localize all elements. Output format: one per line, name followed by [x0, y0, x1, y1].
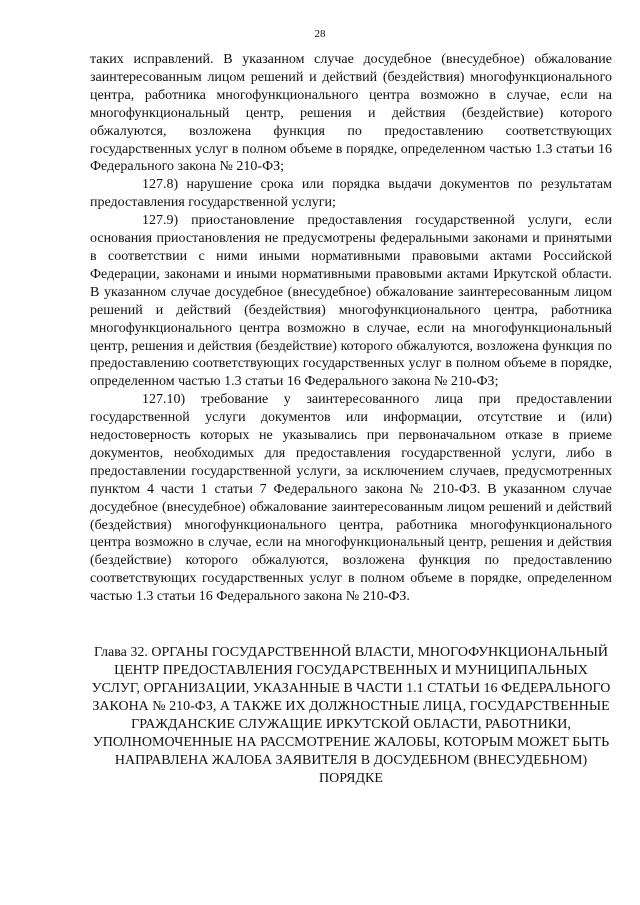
page-number: 28 [314, 28, 326, 40]
chapter-heading: Глава 32. ОРГАНЫ ГОСУДАРСТВЕННОЙ ВЛАСТИ, МНОГОФУНКЦИОНАЛЬНЫЙ ЦЕНТР ПРЕДОСТАВЛЕНИЯ ГОСУДАРСТВЕННЫХ И МУНИЦИПАЛЬНЫХ УСЛУГ, ОРГАНИЗАЦИИ, УКАЗАННЫЕ В ЧАСТИ 1.1 СТАТЬИ 16 ФЕДЕРАЛЬНОГО ЗАКОНА № 210-ФЗ, А ТАКЖЕ ИХ ДОЛЖНОСТНЫЕ ЛИЦА, ГОСУДАРСТВЕННЫЕ ГРАЖДАНСКИЕ СЛУЖАЩИЕ ИРКУТСКОЙ ОБЛАСТИ, РАБОТНИКИ, УПОЛНОМОЧЕННЫЕ НА РАССМОТРЕНИЕ ЖАЛОБЫ, КОТОРЫМ МОЖЕТ БЫТЬ НАПРАВЛЕНА ЖАЛОБА ЗАЯВИТЕЛЯ В ДОСУДЕБНОМ (ВНЕСУДЕБНОМ) ПОРЯДКЕ [91, 645, 611, 786]
document-body [90, 51, 612, 606]
paragraph-continuation: таких исправлений. В указанном случае досудебное (внесудебное) обжалование заинтересованным лицом решений и действий (бездействия) многофункционального центра, работника многофункционального центра возможно в случае, если на многофункциональный центр, решения и действия (бездействие) которого обжалуются, возложена функция по предоставлению соответствующих государственных услуг в полном объеме в порядке, определенном частью 1.3 статьи 16 Федерального закона № 210-ФЗ; [90, 52, 612, 175]
paragraph-127-10: 127.10) требование у заинтересованного лица при предоставлении государственной услуги документов или информации, отсутствие и (или) недостоверность которых не указывались при первоначальном отказе в приеме документов, необходимых для предоставления государственной услуги, либо в предоставлении государственной услуги, за исключением случаев, предусмотренных пунктом 4 части 1 статьи 7 Федерального закона № 210-ФЗ. В указанном случае досудебное (внесудебное) обжалование заинтересованным лицом решений и действий (бездействия) многофункционального центра, работника многофункционального центра возможно в случае, если на многофункциональный центр, решения и действия (бездействие) которого обжалуются, возложена функция по предоставлению соответствующих государственных услуг в полном объеме в порядке, определенном частью 1.3 статьи 16 Федерального закона № 210-ФЗ. [90, 392, 612, 605]
paragraph-127-8: 127.8) нарушение срока или порядка выдачи документов по результатам предоставления государственной услуги; [90, 177, 612, 211]
paragraph-127-9: 127.9) приостановление предоставления государственной услуги, если основания приостановления не предусмотрены федеральными законами и принятыми в соответствии с ними иными нормативными правовыми актами Российской Федерации, законами и иными нормативными правовыми актами Иркутской области. В указанном случае досудебное (внесудебное) обжалование заинтересованным лицом решений и действий (бездействия) многофункционального центра, работника многофункционального центра возможно в случае, если на многофункциональный центр, решения и действия (бездействие) которого обжалуются, возложена функция по предоставлению соответствующих государственных услуг в полном объеме в порядке, определенном частью 1.3 статьи 16 Федерального закона № 210-ФЗ; [90, 213, 612, 390]
